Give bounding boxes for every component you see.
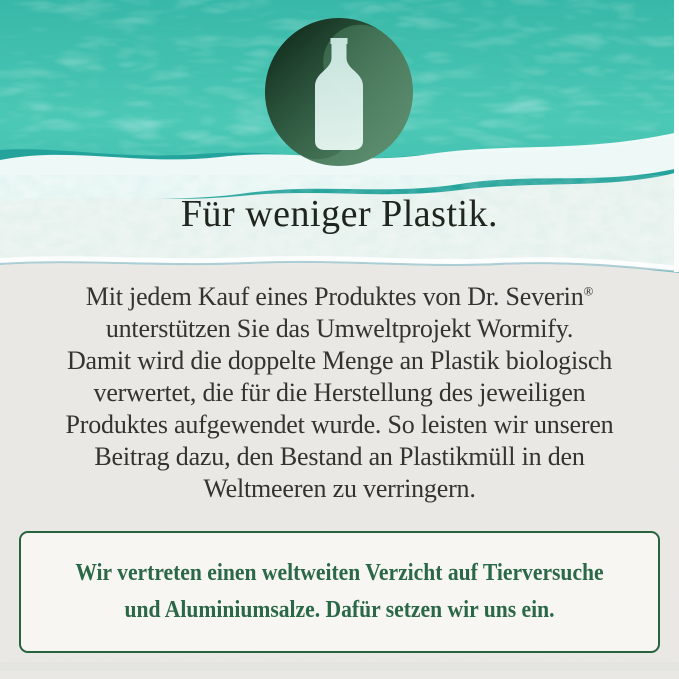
claims-line: und Aluminiumsalze. Dafür setzen wir uns ein. [124, 597, 555, 623]
body-line [0, 281, 679, 313]
body-line: verwertet, die für die Herstellung des jeweiligen [93, 378, 586, 407]
headline: Für weniger Plastik. [180, 193, 499, 235]
body-line-text: Mit jedem Kauf eines Produktes von Dr. Severin [85, 282, 584, 311]
body-line: Damit wird die doppelte Menge an Plastik biologisch [66, 346, 613, 375]
recycle-bottle-logo-icon [264, 17, 414, 167]
body-line: Beitrag dazu, den Bestand an Plastikmüll in den [94, 442, 585, 471]
claims-text [53, 555, 626, 629]
body-line: unterstützen Sie das Umweltprojekt Wormify. [105, 314, 574, 343]
claims-line: Wir vertreten einen weltweiten Verzicht auf Tierversuche [75, 560, 604, 586]
body-copy [0, 281, 679, 505]
claims-box [19, 531, 660, 653]
body-line: Produktes aufgewendet wurde. So leisten wir unseren [65, 410, 614, 439]
body-line: Weltmeeren zu verringern. [203, 474, 476, 503]
registered-mark: ® [583, 283, 594, 299]
